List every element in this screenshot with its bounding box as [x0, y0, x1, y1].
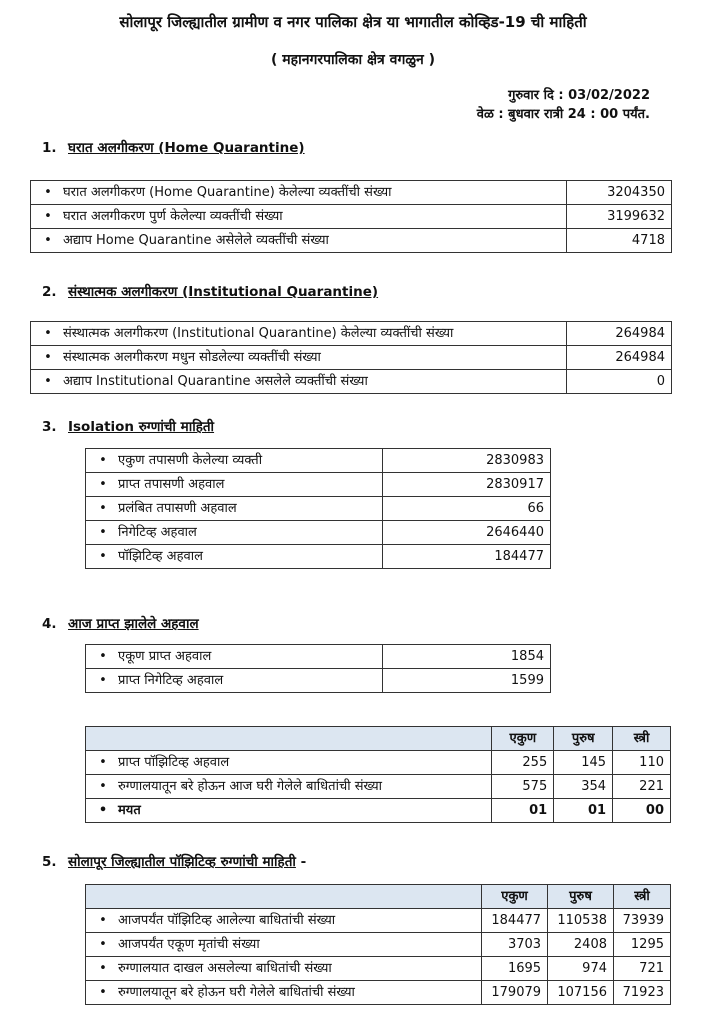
table-row [86, 933, 671, 957]
cell-female: 221 [613, 775, 671, 799]
row-label-cell [86, 669, 383, 693]
row-value: 1854 [383, 645, 551, 669]
table-row [31, 181, 672, 205]
header-male: पुरुष [554, 727, 613, 751]
row-label-cell [31, 205, 567, 229]
header-total: एकुण [482, 885, 548, 909]
table-row [86, 981, 671, 1005]
row-label-cell [86, 933, 482, 957]
row-label: रुग्णालयात दाखल असलेल्या बाधितांची संख्या [118, 960, 332, 976]
bullet-icon: • [44, 232, 52, 248]
section-title: आज प्राप्त झालेले अहवाल [68, 616, 199, 632]
header-female: स्त्री [614, 885, 671, 909]
section-title: संस्थात्मक अलगीकरण (Institutional Quarantine) [68, 284, 379, 300]
row-label-cell [86, 981, 482, 1005]
row-label: संस्थात्मक अलगीकरण (Institutional Quarantine) केलेल्या व्यक्तींची संख्या [63, 325, 454, 341]
row-label: अद्याप Institutional Quarantine असलेले व्यक्तींची संख्या [63, 373, 368, 389]
row-label-cell [86, 545, 383, 569]
bullet-icon: • [44, 184, 52, 200]
bullet-icon: • [98, 802, 108, 818]
bullet-icon: • [99, 936, 107, 952]
table-row [86, 645, 551, 669]
report-time: वेळ : बुधवार रात्री 24 : 00 पर्यंत. [476, 107, 650, 122]
section-number: 5. [42, 854, 57, 870]
table-row [31, 346, 672, 370]
header-male: पुरुष [548, 885, 614, 909]
section-title: सोलापूर जिल्ह्यातील पॉझिटिव्ह रुग्णांची माहिती [68, 854, 296, 870]
home-quarantine-table [30, 180, 672, 253]
row-label: घरात अलगीकरण (Home Quarantine) केलेल्या व्यक्तींची संख्या [63, 184, 392, 200]
table-row [86, 449, 551, 473]
cell-male: 974 [548, 957, 614, 981]
bullet-icon: • [99, 912, 107, 928]
table-header-row [86, 727, 671, 751]
cell-total: 01 [492, 799, 554, 823]
row-value: 2830983 [383, 449, 551, 473]
row-value: 2646440 [383, 521, 551, 545]
row-label: मयत [118, 802, 141, 818]
bullet-icon: • [44, 349, 52, 365]
section-3-heading [42, 417, 214, 435]
table-row [86, 957, 671, 981]
table-row [86, 545, 551, 569]
page-title: सोलापूर जिल्ह्यातील ग्रामीण व नगर पालिका क्षेत्र या भागातील कोव्हिड-19 ची माहिती [119, 13, 587, 31]
table-row [31, 322, 672, 346]
row-value: 0 [567, 370, 672, 394]
cell-female: 110 [613, 751, 671, 775]
row-label-cell [86, 957, 482, 981]
cell-female: 73939 [614, 909, 671, 933]
institutional-quarantine-table [30, 321, 672, 394]
section-5-heading [42, 852, 306, 870]
cell-total: 184477 [482, 909, 548, 933]
table-row [86, 799, 671, 823]
section-number: 4. [42, 616, 57, 632]
row-label: आजपर्यंत एकूण मृतांची संख्या [118, 936, 260, 952]
header-blank-cell [86, 727, 492, 751]
section-1-heading [42, 138, 305, 156]
cell-male: 110538 [548, 909, 614, 933]
cell-total: 255 [492, 751, 554, 775]
bullet-icon: • [99, 960, 107, 976]
row-label-cell [31, 370, 567, 394]
bullet-icon: • [99, 672, 107, 688]
section-number: 3. [42, 419, 57, 435]
bullet-icon: • [99, 548, 107, 564]
row-label: एकूण प्राप्त अहवाल [118, 648, 212, 664]
row-label: अद्याप Home Quarantine असेलेले व्यक्तींची संख्या [63, 232, 329, 248]
row-label-cell [86, 521, 383, 545]
header-blank-cell [86, 885, 482, 909]
table-row [86, 473, 551, 497]
cell-female: 00 [613, 799, 671, 823]
section-title: Isolation रुग्णांची माहिती [68, 419, 215, 435]
today-positive-table [85, 726, 671, 823]
table-row [86, 909, 671, 933]
row-label-cell [31, 229, 567, 253]
row-value: 264984 [567, 322, 672, 346]
row-value: 3204350 [567, 181, 672, 205]
row-label-cell [86, 775, 492, 799]
section-4-heading [42, 614, 199, 632]
table-row [86, 751, 671, 775]
row-label-cell [86, 909, 482, 933]
cell-male: 107156 [548, 981, 614, 1005]
cell-male: 145 [554, 751, 613, 775]
row-label-cell [86, 645, 383, 669]
section-title-suffix: - [300, 854, 307, 870]
table-row [31, 229, 672, 253]
bullet-icon: • [44, 373, 52, 389]
row-label-cell [86, 473, 383, 497]
bullet-icon: • [99, 778, 107, 794]
row-label-cell [31, 346, 567, 370]
bullet-icon: • [99, 984, 107, 1000]
report-date: गुरुवार दि : 03/02/2022 [508, 88, 650, 103]
row-value: 264984 [567, 346, 672, 370]
cell-total: 179079 [482, 981, 548, 1005]
row-label-cell [31, 181, 567, 205]
cell-male: 354 [554, 775, 613, 799]
row-label-cell [86, 799, 492, 823]
section-title: घरात अलगीकरण (Home Quarantine) [68, 140, 305, 156]
row-label: आजपर्यंत पॉझिटिव्ह आलेल्या बाधितांची संख्या [118, 912, 336, 928]
row-label: निगेटिव्ह अहवाल [118, 524, 197, 540]
row-label-cell [86, 751, 492, 775]
table-row [31, 205, 672, 229]
page-subtitle: ( महानगरपालिका क्षेत्र वगळुन ) [270, 52, 436, 68]
row-label: रुग्णालयातून बरे होऊन घरी गेलेले बाधितांची संख्या [118, 984, 355, 1000]
cell-male: 2408 [548, 933, 614, 957]
section-number: 2. [42, 284, 57, 300]
isolation-table [85, 448, 551, 569]
table-row [86, 497, 551, 521]
cell-female: 721 [614, 957, 671, 981]
row-value: 1599 [383, 669, 551, 693]
cell-total: 575 [492, 775, 554, 799]
bullet-icon: • [99, 452, 107, 468]
row-label: प्राप्त पॉझिटिव्ह अहवाल [118, 754, 230, 770]
bullet-icon: • [99, 500, 107, 516]
table-row [31, 370, 672, 394]
row-label: प्रलंबित तपासणी अहवाल [118, 500, 237, 516]
header-female: स्त्री [613, 727, 671, 751]
cell-total: 3703 [482, 933, 548, 957]
bullet-icon: • [44, 325, 52, 341]
cell-male: 01 [554, 799, 613, 823]
row-label: प्राप्त तपासणी अहवाल [118, 476, 225, 492]
row-label-cell [86, 497, 383, 521]
row-value: 2830917 [383, 473, 551, 497]
table-row [86, 669, 551, 693]
row-label: रुग्णालयातून बरे होऊन आज घरी गेलेले बाधितांची संख्या [118, 778, 382, 794]
district-positive-table [85, 884, 671, 1005]
bullet-icon: • [99, 524, 107, 540]
table-header-row [86, 885, 671, 909]
row-label: एकुण तपासणी केलेल्या व्यक्ती [118, 452, 263, 468]
bullet-icon: • [99, 754, 107, 770]
row-label: पॉझिटिव्ह अहवाल [118, 548, 203, 564]
row-value: 3199632 [567, 205, 672, 229]
row-label: प्राप्त निगेटिव्ह अहवाल [118, 672, 224, 688]
row-value: 66 [383, 497, 551, 521]
row-label: घरात अलगीकरण पुर्ण केलेल्या व्यक्तींची संख्या [63, 208, 283, 224]
row-label-cell [86, 449, 383, 473]
bullet-icon: • [99, 648, 107, 664]
cell-female: 71923 [614, 981, 671, 1005]
row-value: 184477 [383, 545, 551, 569]
bullet-icon: • [44, 208, 52, 224]
cell-female: 1295 [614, 933, 671, 957]
cell-total: 1695 [482, 957, 548, 981]
bullet-icon: • [99, 476, 107, 492]
header-total: एकुण [492, 727, 554, 751]
table-row [86, 775, 671, 799]
row-label-cell [31, 322, 567, 346]
row-value: 4718 [567, 229, 672, 253]
section-2-heading [42, 282, 378, 300]
table-row [86, 521, 551, 545]
row-label: संस्थात्मक अलगीकरण मधुन सोडलेल्या व्यक्तींची संख्या [63, 349, 321, 365]
section-number: 1. [42, 140, 57, 156]
today-reports-table [85, 644, 551, 693]
